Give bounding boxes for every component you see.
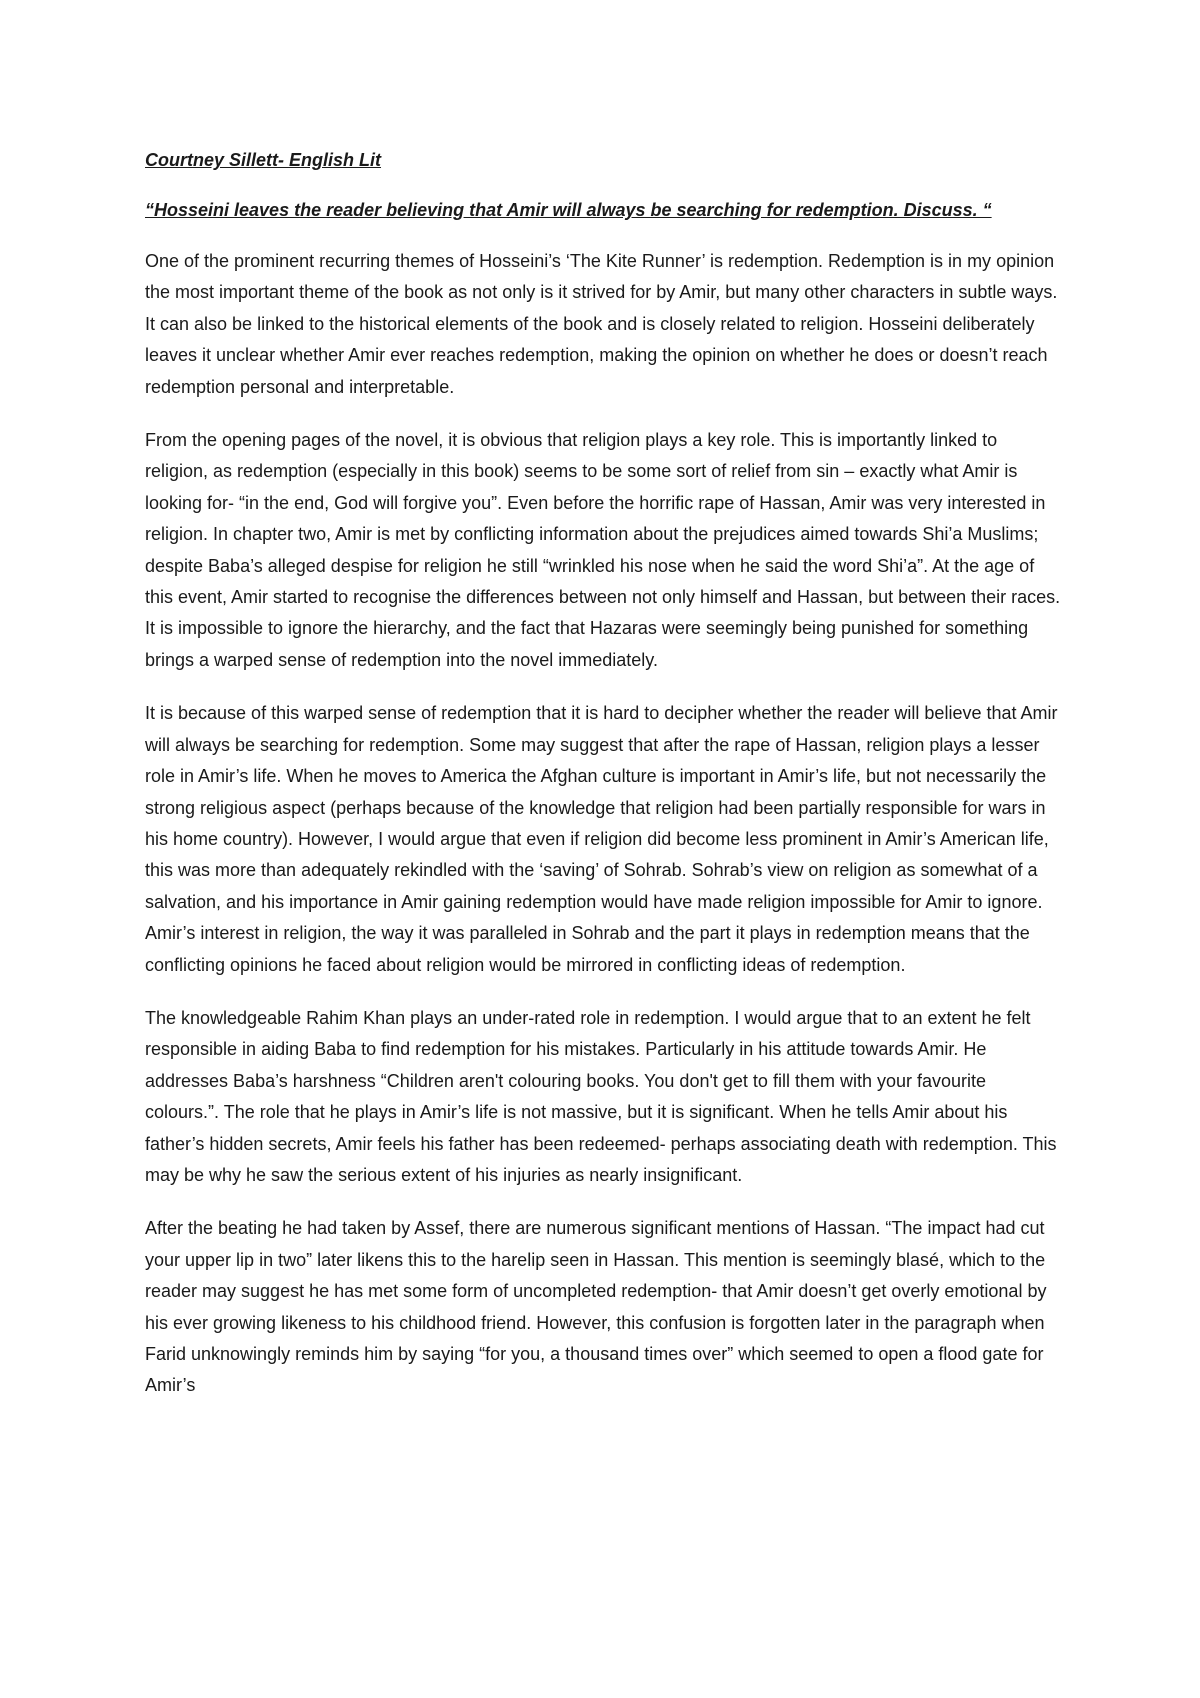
paragraph-4: The knowledgeable Rahim Khan plays an under-rated role in redemption. I would argue that to an extent he felt responsible in aiding Baba to find redemption for his mistakes. Particularly in his attitude towards Amir. He addresses Baba’s harshness “Children aren't colouring books. You don't get to fill them with your favourite colours.”. The role that he plays in Amir’s life is not massive, but it is significant. When he tells Amir about his father’s hidden secrets, Amir feels his father has been redeemed- perhaps associating death with redemption. This may be why he saw the serious extent of his injuries as nearly insignificant. — [145, 1007, 1057, 1185]
paragraph-5: After the beating he had taken by Assef, there are numerous significant mentions of Hassan. “The impact had cut your upper lip in two” later likens this to the harelip seen in Hassan. This mention is seemingly blasé, which to the reader may suggest he has met some form of uncompleted redemption- that Amir doesn’t get overly emotional by his ever growing likeness to his childhood friend. However, this confusion is forgotten later in the paragraph when Farid unknowingly reminds him by saying “for you, a thousand times over” which seemed to open a flood gate for Amir’s — [145, 1218, 1047, 1396]
paragraph-2: From the opening pages of the novel, it is obvious that religion plays a key role. This is importantly linked to religion, as redemption (especially in this book) seems to be some sort of relief from sin – exactly what Amir is looking for- “in the end, God will forgive you”. Even before the horrific rape of Hassan, Amir was very interested in religion. In chapter two, Amir is met by conflicting information about the prejudices aimed towards Shi’a Muslims; despite Baba’s alleged despise for religion he still “wrinkled his nose when he said the word Shi’a”. At the age of this event, Amir started to recognise the differences between not only himself and Hassan, but between their races. It is impossible to ignore the hierarchy, and the fact that Hazaras were seemingly being punished for something brings a warped sense of redemption into the novel immediately. — [145, 430, 1061, 670]
paragraph-1: One of the prominent recurring themes of Hosseini’s ‘The Kite Runner’ is redemption. Redemption is in my opinion the most important theme of the book as not only is it strived for by Amir, but many other characters in subtle ways. It can also be linked to the historical elements of the book and is closely related to religion. Hosseini deliberately leaves it unclear whether Amir ever reaches redemption, making the opinion on whether he does or doesn’t reach redemption personal and interpretable. — [145, 251, 1058, 397]
author-line: Courtney Sillett- English Lit — [145, 150, 382, 170]
essay-question: “Hosseini leaves the reader believing that Amir will always be searching for redemption. Discuss. “ — [145, 200, 992, 220]
paragraph-3: It is because of this warped sense of redemption that it is hard to decipher whether the reader will believe that Amir will always be searching for redemption. Some may suggest that after the rape of Hassan, religion plays a lesser role in Amir’s life. When he moves to America the Afghan culture is important in Amir’s life, but not necessarily the strong religious aspect (perhaps because of the knowledge that religion had been partially responsible for wars in his home country). However, I would argue that even if religion did become less prominent in Amir’s American life, this was more than adequately rekindled with the ‘saving’ of Sohrab. Sohrab’s view on religion as somewhat of a salvation, and his importance in Amir gaining redemption would have made religion impossible for Amir to ignore. Amir’s interest in religion, the way it was paralleled in Sohrab and the part it plays in redemption means that the conflicting opinions he faced about religion would be mirrored in conflicting ideas of redemption. — [145, 703, 1058, 975]
document-body — [145, 148, 1065, 1424]
